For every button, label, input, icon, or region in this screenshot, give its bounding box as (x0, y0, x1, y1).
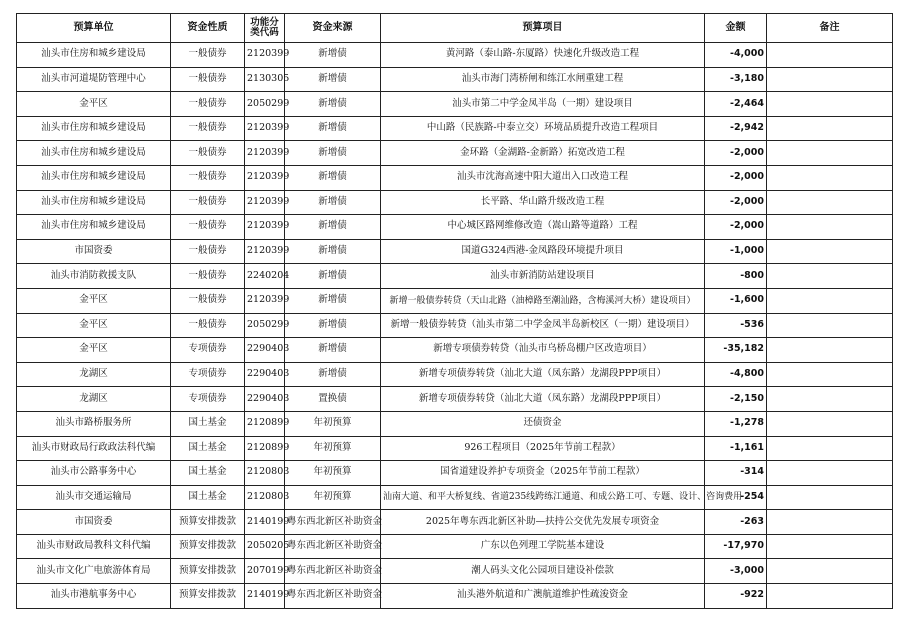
cell-code: 2050205 (245, 534, 285, 559)
cell-amount: -263 (705, 510, 767, 535)
cell-source: 粤东西北新区补助资金 (285, 534, 381, 559)
cell-nature: 预算安排拨款 (171, 584, 245, 609)
cell-note (767, 264, 893, 289)
cell-project: 广东以色列理工学院基本建设 (381, 534, 705, 559)
cell-unit: 汕头市住房和城乡建设局 (17, 165, 171, 190)
table-row (17, 510, 893, 535)
cell-amount: -35,182 (705, 338, 767, 363)
table-row (17, 239, 893, 264)
cell-code: 2120803 (245, 461, 285, 486)
cell-code: 2120399 (245, 239, 285, 264)
cell-note (767, 436, 893, 461)
cell-note (767, 510, 893, 535)
cell-nature: 一般债券 (171, 165, 245, 190)
cell-nature: 专项债券 (171, 387, 245, 412)
cell-amount: -1,000 (705, 239, 767, 264)
cell-note (767, 190, 893, 215)
cell-source: 新增债 (285, 362, 381, 387)
cell-amount: -17,970 (705, 534, 767, 559)
table-row (17, 485, 893, 510)
table-row (17, 116, 893, 141)
table-row (17, 436, 893, 461)
cell-nature: 一般债券 (171, 67, 245, 92)
cell-unit: 汕头市住房和城乡建设局 (17, 215, 171, 240)
cell-unit: 汕头市消防救援支队 (17, 264, 171, 289)
cell-amount: -536 (705, 313, 767, 338)
header-note: 备注 (767, 14, 893, 43)
header-amount: 金额 (705, 14, 767, 43)
table-row (17, 92, 893, 117)
cell-unit: 汕头市财政局行政政法科代编 (17, 436, 171, 461)
cell-source: 新增债 (285, 264, 381, 289)
cell-nature: 专项债券 (171, 338, 245, 363)
cell-source: 新增债 (285, 165, 381, 190)
cell-note (767, 313, 893, 338)
cell-project: 汕头市第二中学金凤半岛（一期）建设项目 (381, 92, 705, 117)
cell-code: 2120399 (245, 43, 285, 68)
cell-amount: -922 (705, 584, 767, 609)
cell-amount: -1,278 (705, 411, 767, 436)
cell-project: 新增专项债券转贷（汕北大道（凤东路）龙湖段PPP项目） (381, 362, 705, 387)
cell-project: 新增一般债券转贷（汕头市第二中学金凤半岛新校区（一期）建设项目） (381, 313, 705, 338)
cell-unit: 汕头市路桥服务所 (17, 411, 171, 436)
cell-source: 粤东西北新区补助资金 (285, 510, 381, 535)
table-row (17, 411, 893, 436)
cell-nature: 预算安排拨款 (171, 534, 245, 559)
cell-project: 金环路（金湖路-金新路）拓宽改造工程 (381, 141, 705, 166)
table-row (17, 141, 893, 166)
cell-unit: 汕头市住房和城乡建设局 (17, 43, 171, 68)
cell-nature: 一般债券 (171, 288, 245, 313)
table-row (17, 559, 893, 584)
cell-amount: -314 (705, 461, 767, 486)
cell-code: 2120399 (245, 190, 285, 215)
cell-note (767, 43, 893, 68)
cell-note (767, 411, 893, 436)
table-row (17, 190, 893, 215)
cell-project: 汕头市沈海高速中阳大道出入口改造工程 (381, 165, 705, 190)
cell-note (767, 387, 893, 412)
cell-amount: -4,800 (705, 362, 767, 387)
table-row (17, 461, 893, 486)
cell-project: 黄河路（泰山路-东厦路）快速化升级改造工程 (381, 43, 705, 68)
table-row (17, 313, 893, 338)
cell-project: 国省道建设养护专项资金（2025年节前工程款） (381, 461, 705, 486)
cell-code: 2120399 (245, 165, 285, 190)
table-row (17, 362, 893, 387)
cell-unit: 龙湖区 (17, 362, 171, 387)
cell-project: 国道G324西港-金凤路段环境提升项目 (381, 239, 705, 264)
cell-code: 2120399 (245, 215, 285, 240)
cell-code: 2290403 (245, 362, 285, 387)
cell-code: 2070199 (245, 559, 285, 584)
table-body (17, 43, 893, 609)
cell-note (767, 92, 893, 117)
cell-project: 新增专项债券转贷（汕北大道（凤东路）龙湖段PPP项目） (381, 387, 705, 412)
header-row (17, 14, 893, 43)
cell-unit: 金平区 (17, 92, 171, 117)
cell-code: 2050299 (245, 313, 285, 338)
cell-source: 年初预算 (285, 411, 381, 436)
cell-note (767, 141, 893, 166)
cell-project: 长平路、华山路升级改造工程 (381, 190, 705, 215)
cell-source: 新增债 (285, 215, 381, 240)
cell-code: 2140199 (245, 510, 285, 535)
cell-nature: 一般债券 (171, 141, 245, 166)
cell-note (767, 116, 893, 141)
cell-project: 汕南大道、和平大桥复线、省道235线跨练江通道、和成公路工可、专题、设计、咨询费用 (381, 485, 705, 510)
table-row (17, 165, 893, 190)
cell-note (767, 461, 893, 486)
table-row (17, 264, 893, 289)
cell-unit: 汕头市住房和城乡建设局 (17, 116, 171, 141)
cell-source: 新增债 (285, 239, 381, 264)
cell-nature: 一般债券 (171, 116, 245, 141)
cell-unit: 市国资委 (17, 510, 171, 535)
cell-note (767, 338, 893, 363)
cell-unit: 金平区 (17, 313, 171, 338)
header-project: 预算项目 (381, 14, 705, 43)
cell-source: 新增债 (285, 67, 381, 92)
cell-code: 2120899 (245, 411, 285, 436)
cell-amount: -2,000 (705, 165, 767, 190)
cell-source: 新增债 (285, 43, 381, 68)
cell-project: 926工程项目（2025年节前工程款） (381, 436, 705, 461)
cell-unit: 汕头市财政局教科文科代编 (17, 534, 171, 559)
cell-amount: -1,600 (705, 288, 767, 313)
cell-source: 粤东西北新区补助资金 (285, 584, 381, 609)
cell-code: 2120399 (245, 116, 285, 141)
cell-amount: -1,161 (705, 436, 767, 461)
cell-unit: 汕头市住房和城乡建设局 (17, 190, 171, 215)
cell-amount: -800 (705, 264, 767, 289)
cell-code: 2050299 (245, 92, 285, 117)
cell-project: 汕头市海门湾桥闸和练江水闸重建工程 (381, 67, 705, 92)
cell-project: 汕头市新消防站建设项目 (381, 264, 705, 289)
cell-source: 新增债 (285, 92, 381, 117)
cell-source: 新增债 (285, 116, 381, 141)
cell-amount: -3,180 (705, 67, 767, 92)
cell-note (767, 485, 893, 510)
cell-note (767, 534, 893, 559)
cell-note (767, 584, 893, 609)
cell-amount: -2,942 (705, 116, 767, 141)
header-source: 资金来源 (285, 14, 381, 43)
table-row (17, 338, 893, 363)
header-code: 功能分类代码 (245, 14, 285, 43)
header-nature: 资金性质 (171, 14, 245, 43)
cell-amount: -2,464 (705, 92, 767, 117)
cell-unit: 汕头市河道堤防管理中心 (17, 67, 171, 92)
cell-code: 2120899 (245, 436, 285, 461)
cell-note (767, 215, 893, 240)
cell-code: 2120399 (245, 288, 285, 313)
cell-source: 年初预算 (285, 485, 381, 510)
cell-code: 2130305 (245, 67, 285, 92)
table-row (17, 387, 893, 412)
header-unit: 预算单位 (17, 14, 171, 43)
cell-project: 潮人码头文化公园项目建设补偿款 (381, 559, 705, 584)
cell-nature: 国土基金 (171, 461, 245, 486)
cell-unit: 市国资委 (17, 239, 171, 264)
cell-source: 新增债 (285, 141, 381, 166)
cell-source: 新增债 (285, 313, 381, 338)
cell-amount: -254 (705, 485, 767, 510)
cell-code: 2140199 (245, 584, 285, 609)
cell-nature: 国土基金 (171, 436, 245, 461)
cell-project: 中山路（民族路-中泰立交）环境品质提升改造工程项目 (381, 116, 705, 141)
cell-code: 2290403 (245, 338, 285, 363)
cell-source: 置换债 (285, 387, 381, 412)
cell-nature: 国土基金 (171, 411, 245, 436)
cell-nature: 预算安排拨款 (171, 559, 245, 584)
cell-note (767, 559, 893, 584)
cell-unit: 金平区 (17, 288, 171, 313)
cell-source: 新增债 (285, 288, 381, 313)
cell-unit: 汕头市文化广电旅游体育局 (17, 559, 171, 584)
table-row (17, 288, 893, 313)
cell-note (767, 67, 893, 92)
cell-nature: 一般债券 (171, 43, 245, 68)
cell-nature: 预算安排拨款 (171, 510, 245, 535)
cell-note (767, 362, 893, 387)
table-row (17, 584, 893, 609)
cell-code: 2120399 (245, 141, 285, 166)
cell-unit: 汕头市港航事务中心 (17, 584, 171, 609)
cell-unit: 汕头市公路事务中心 (17, 461, 171, 486)
cell-project: 汕头港外航道和广澳航道维护性疏浚资金 (381, 584, 705, 609)
cell-source: 新增债 (285, 190, 381, 215)
cell-note (767, 239, 893, 264)
cell-amount: -2,000 (705, 215, 767, 240)
cell-unit: 龙湖区 (17, 387, 171, 412)
table-row (17, 67, 893, 92)
cell-code: 2290403 (245, 387, 285, 412)
table-row (17, 215, 893, 240)
cell-amount: -2,000 (705, 141, 767, 166)
cell-nature: 国土基金 (171, 485, 245, 510)
cell-source: 粤东西北新区补助资金 (285, 559, 381, 584)
cell-nature: 一般债券 (171, 190, 245, 215)
cell-project: 中心城区路网维修改造（嵩山路等道路）工程 (381, 215, 705, 240)
cell-nature: 专项债券 (171, 362, 245, 387)
cell-project: 还债资金 (381, 411, 705, 436)
cell-amount: -4,000 (705, 43, 767, 68)
cell-code: 2240204 (245, 264, 285, 289)
cell-nature: 一般债券 (171, 239, 245, 264)
table-row (17, 534, 893, 559)
cell-amount: -3,000 (705, 559, 767, 584)
cell-note (767, 165, 893, 190)
cell-nature: 一般债券 (171, 313, 245, 338)
cell-project: 2025年粤东西北新区补助—扶持公交优先发展专项资金 (381, 510, 705, 535)
cell-note (767, 288, 893, 313)
cell-unit: 汕头市住房和城乡建设局 (17, 141, 171, 166)
cell-amount: -2,000 (705, 190, 767, 215)
cell-source: 新增债 (285, 338, 381, 363)
cell-project: 新增一般债券转贷（天山北路（油樟路至潮汕路，含梅溪河大桥）建设项目） (381, 288, 705, 313)
cell-source: 年初预算 (285, 436, 381, 461)
budget-table (16, 13, 893, 609)
cell-nature: 一般债券 (171, 92, 245, 117)
cell-source: 年初预算 (285, 461, 381, 486)
cell-unit: 汕头市交通运输局 (17, 485, 171, 510)
cell-nature: 一般债券 (171, 264, 245, 289)
cell-unit: 金平区 (17, 338, 171, 363)
cell-project: 新增专项债券转贷（汕头市乌桥岛棚户区改造项目） (381, 338, 705, 363)
cell-code: 2120803 (245, 485, 285, 510)
cell-nature: 一般债券 (171, 215, 245, 240)
cell-amount: -2,150 (705, 387, 767, 412)
table-row (17, 43, 893, 68)
